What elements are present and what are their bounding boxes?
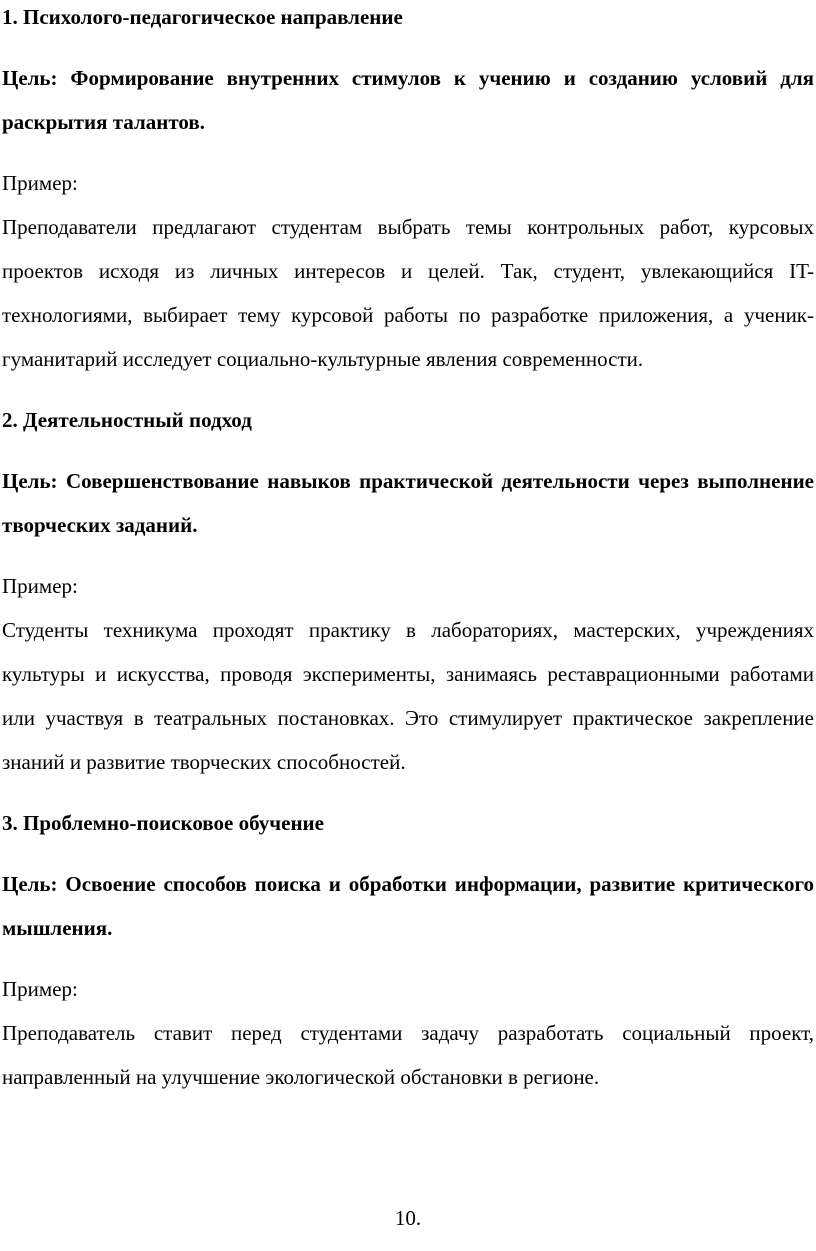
section-goal: Цель: Совершенствование навыков практической деятельности через выполнение творческих заданий. <box>2 469 814 537</box>
example-text: Преподаватель ставит перед студентами задачу разработать социальный проект, направленный на улучшение экологической обстановки в регионе. <box>2 1021 814 1089</box>
section-2 <box>2 398 814 784</box>
example-text: Преподаватели предлагают студентам выбрать темы контрольных работ, курсовых проектов исходя из личных интересов и целей. Так, студент, увлекающийся IT-технологиями, выбирает тему курсовой работы по разработке приложения, а ученик-гуманитарий исследует социально-культурные явления современности. <box>2 215 814 371</box>
example-label: Пример: <box>2 171 78 195</box>
section-goal: Цель: Формирование внутренних стимулов к учению и созданию условий для раскрытия талантов. <box>2 66 814 134</box>
section-3 <box>2 801 814 1099</box>
section-heading: 1. Психолого-педагогическое направление <box>2 5 403 29</box>
page-number: 10. <box>394 1206 422 1230</box>
section-heading: 2. Деятельностный подход <box>2 408 252 432</box>
example-label: Пример: <box>2 977 78 1001</box>
example-label: Пример: <box>2 574 78 598</box>
section-goal: Цель: Освоение способов поиска и обработки информации, развитие критического мышления. <box>2 872 814 940</box>
section-1 <box>2 0 814 381</box>
example-text: Студенты техникума проходят практику в лабораториях, мастерских, учреждениях культуры и искусства, проводя эксперименты, занимаясь реставрационными работами или участвуя в театральных постановках. Это стимулирует практическое закрепление знаний и развитие творческих способностей. <box>2 618 814 774</box>
section-heading: 3. Проблемно-поисковое обучение <box>2 811 324 835</box>
